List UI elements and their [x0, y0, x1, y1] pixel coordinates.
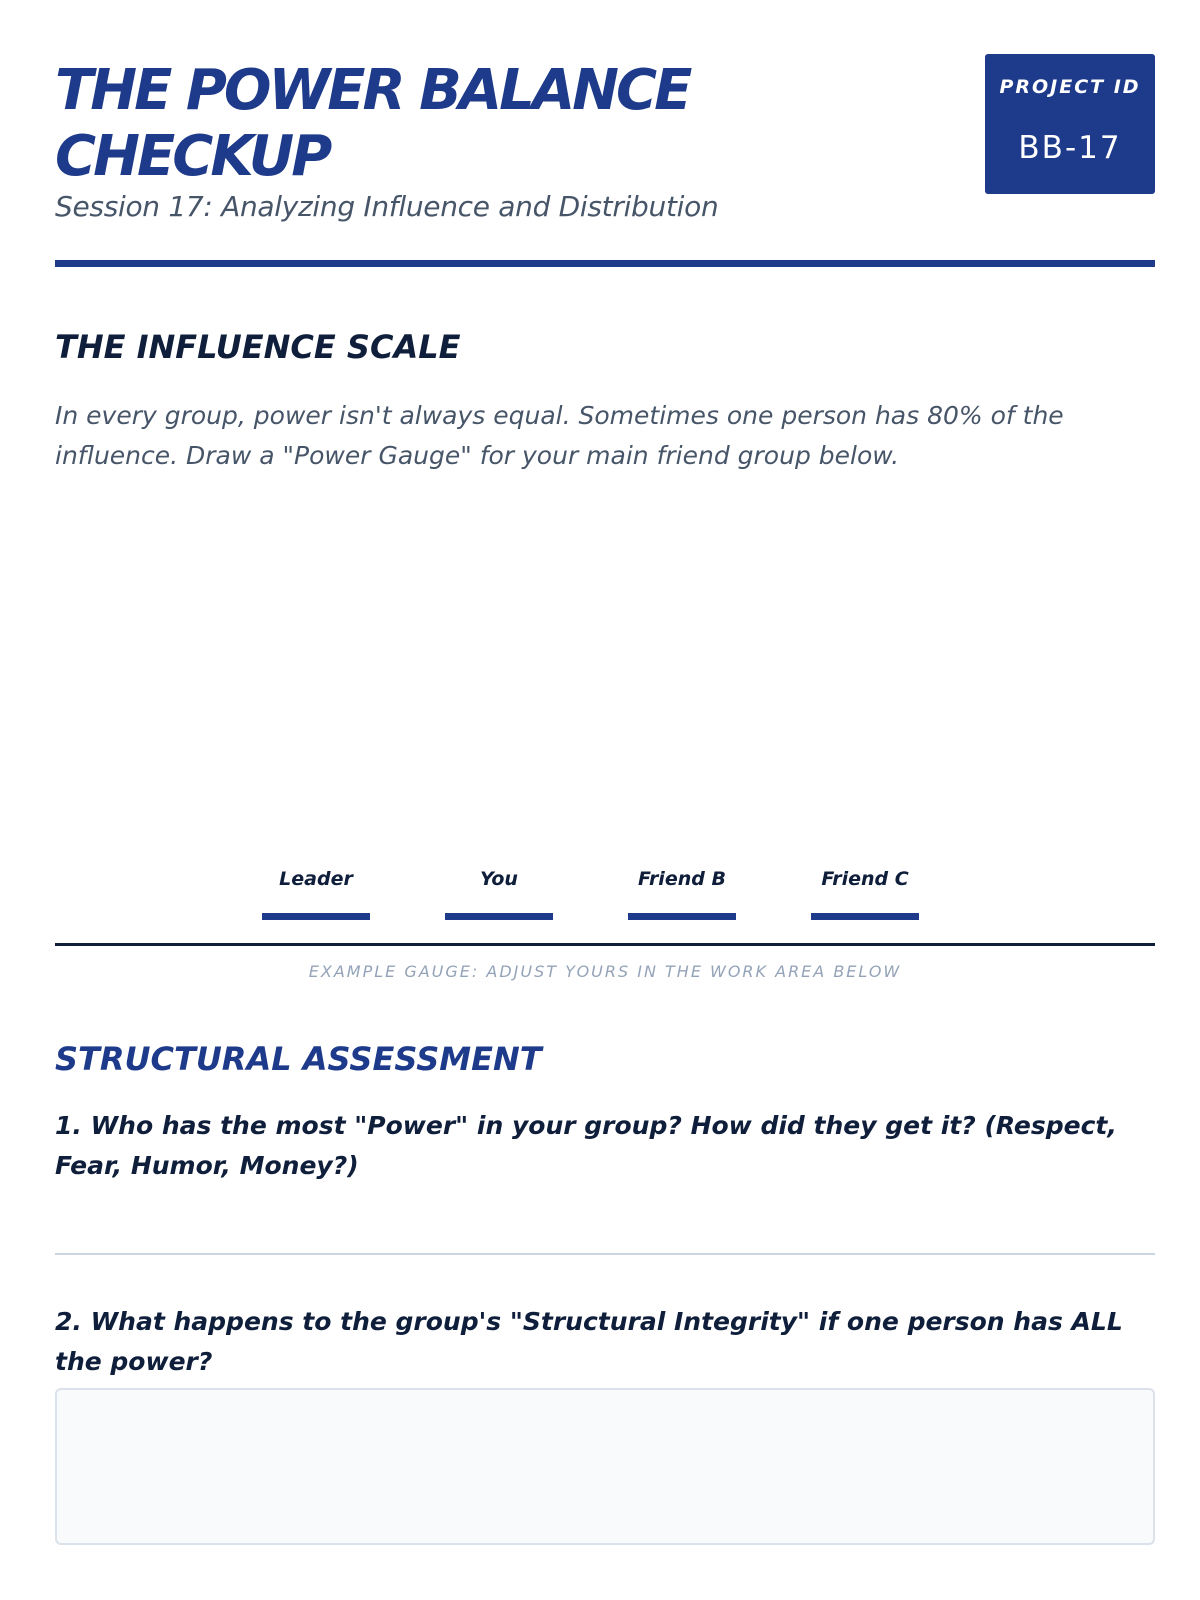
project-id-value: BB-17 [1018, 130, 1122, 166]
gauge-column-friend-b [628, 868, 736, 938]
gauge-baseline [55, 943, 1155, 946]
project-id-label: PROJECT ID [999, 76, 1141, 98]
influence-intro-text: In every group, power isn't always equal. Sometimes one person has 80% of the influence. Draw a "Power Gauge" for your main friend group below. [55, 401, 1064, 470]
gauge-column-you [445, 868, 553, 938]
header-divider [55, 260, 1155, 267]
answer-box-2[interactable] [55, 1388, 1155, 1545]
gauge-label: Leader [279, 868, 353, 890]
gauge-column-leader [262, 868, 370, 938]
structural-assessment-heading: STRUCTURAL ASSESSMENT [55, 1040, 542, 1078]
header [55, 52, 1155, 267]
page-title: THE POWER BALANCE CHECKUP [55, 58, 690, 189]
power-gauge-example [55, 820, 1155, 980]
gauge-bar [262, 913, 370, 920]
gauge-bar [811, 913, 919, 920]
gauge-column-friend-c [811, 868, 919, 938]
gauge-label: You [480, 868, 518, 890]
gauge-bar [628, 913, 736, 920]
gauge-bar [445, 913, 553, 920]
question-1: 1. Who has the most "Power" in your group? How did they get it? (Respect, Fear, Humor, Money?) [55, 1111, 1117, 1180]
project-id-badge [985, 54, 1155, 194]
gauge-label: Friend C [821, 868, 909, 890]
gauge-caption: EXAMPLE GAUGE: ADJUST YOURS IN THE WORK AREA BELOW [308, 962, 902, 981]
page-subtitle: Session 17: Analyzing Influence and Distribution [55, 190, 719, 223]
gauge-label: Friend B [638, 868, 726, 890]
question-2: 2. What happens to the group's "Structural Integrity" if one person has ALL the power? [55, 1307, 1123, 1376]
answer-line-1[interactable] [55, 1253, 1155, 1255]
worksheet-page [55, 0, 1155, 1600]
influence-scale-heading: THE INFLUENCE SCALE [55, 328, 461, 366]
